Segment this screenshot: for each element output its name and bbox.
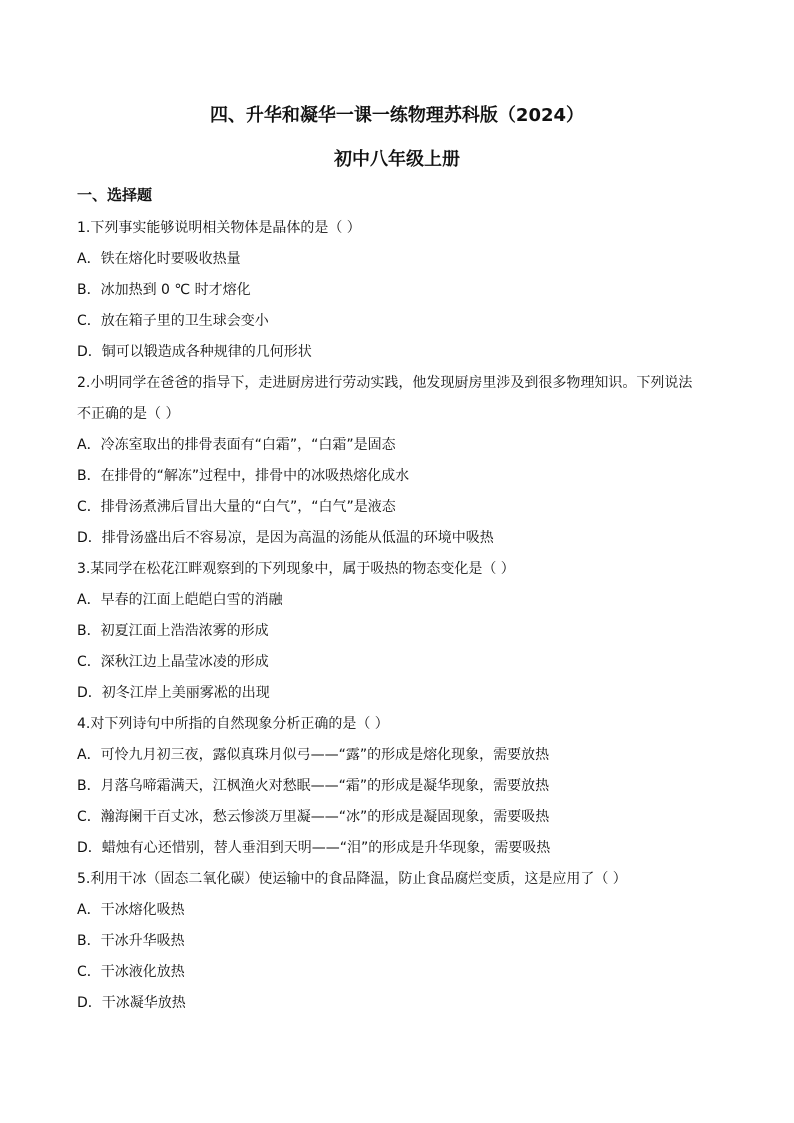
question-5	[77, 864, 717, 1019]
question-3	[77, 554, 717, 709]
answer-option: D．铜可以锻造成各种规律的几何形状	[77, 344, 312, 360]
answer-option: A．冷冻室取出的排骨表面有“白霜”，“白霜”是固态	[77, 437, 396, 453]
question-list	[77, 213, 717, 1019]
question-1	[77, 213, 717, 368]
question-stem: 3.某同学在松花江畔观察到的下列现象中，属于吸热的物态变化是（ ）	[77, 561, 515, 577]
answer-option: D．初冬江岸上美丽雾凇的出现	[77, 685, 270, 701]
answer-option: A．干冰熔化吸热	[77, 902, 185, 918]
answer-option: C．干冰液化放热	[77, 964, 185, 980]
answer-option: A．早春的江面上皑皑白雪的消融	[77, 592, 283, 608]
answer-option: C．深秋江边上晶莹冰凌的形成	[77, 654, 269, 670]
answer-option: D．排骨汤盛出后不容易凉，是因为高温的汤能从低温的环境中吸热	[77, 530, 494, 546]
answer-option: C．瀚海阑干百丈冰，愁云惨淡万里凝——“冰”的形成是凝固现象，需要吸热	[77, 809, 550, 825]
question-2	[77, 368, 717, 554]
answer-option: B．冰加热到 0 ℃ 时才熔化	[77, 282, 251, 298]
question-stem: 1.下列事实能够说明相关物体是晶体的是（ ）	[77, 220, 361, 236]
answer-option: B．月落乌啼霜满天，江枫渔火对愁眠——“霜”的形成是凝华现象，需要放热	[77, 778, 550, 794]
question-stem: 不正确的是（ ）	[77, 406, 180, 422]
answer-option: A．可怜九月初三夜，露似真珠月似弓——“露”的形成是熔化现象，需要放热	[77, 747, 550, 763]
answer-option: A．铁在熔化时要吸收热量	[77, 251, 241, 267]
answer-option: B．在排骨的“解冻”过程中，排骨中的冰吸热熔化成水	[77, 468, 410, 484]
answer-option: B．初夏江面上浩浩浓雾的形成	[77, 623, 269, 639]
document-subtitle: 初中八年级上册	[334, 149, 460, 170]
question-stem: 4.对下列诗句中所指的自然现象分析正确的是（ ）	[77, 716, 389, 732]
answer-option: B．干冰升华吸热	[77, 933, 185, 949]
answer-option: D．蜡烛有心还惜别，替人垂泪到天明——“泪”的形成是升华现象，需要吸热	[77, 840, 551, 856]
question-4	[77, 709, 717, 864]
question-stem: 2.小明同学在爸爸的指导下，走进厨房进行劳动实践，他发现厨房里涉及到很多物理知识。下列说法	[77, 375, 693, 391]
section-heading: 一、选择题	[77, 186, 153, 204]
question-stem: 5.利用干冰（固态二氧化碳）使运输中的食品降温，防止食品腐烂变质，这是应用了（ ）	[77, 871, 627, 887]
document-title: 四、升华和凝华一课一练物理苏科版（2024）	[209, 105, 585, 126]
answer-option: C．放在箱子里的卫生球会变小	[77, 313, 269, 329]
answer-option: D．干冰凝华放热	[77, 995, 186, 1011]
answer-option: C．排骨汤煮沸后冒出大量的“白气”，“白气”是液态	[77, 499, 396, 515]
